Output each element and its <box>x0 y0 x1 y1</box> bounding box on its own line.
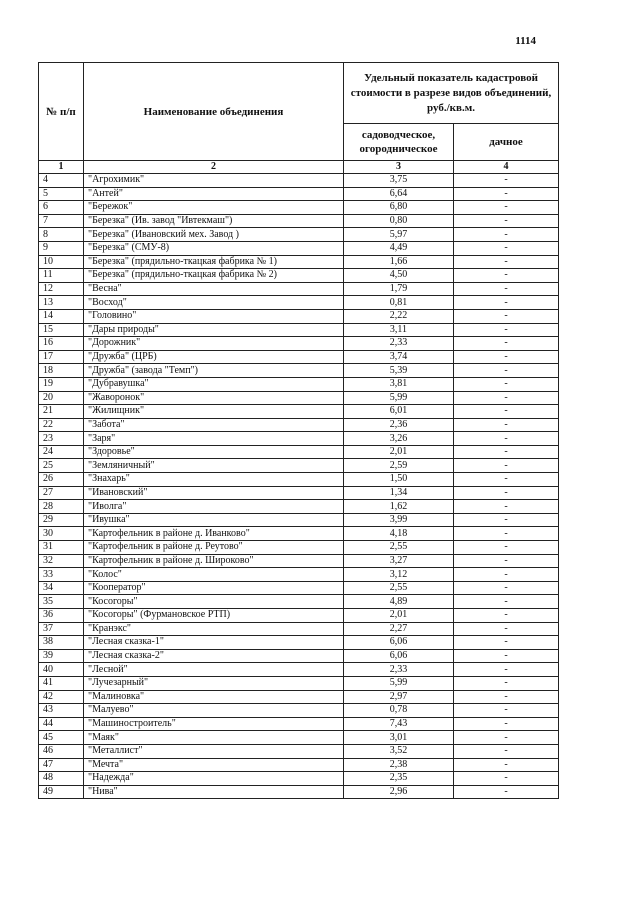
dacha-value: - <box>454 473 559 487</box>
table-row <box>39 527 559 541</box>
garden-value: 4,18 <box>344 527 454 541</box>
table-row <box>39 337 559 351</box>
row-number: 38 <box>39 636 84 650</box>
garden-value: 2,97 <box>344 690 454 704</box>
row-number: 28 <box>39 500 84 514</box>
row-number: 31 <box>39 541 84 555</box>
garden-value: 4,89 <box>344 595 454 609</box>
page-number: 1114 <box>515 35 536 47</box>
garden-value: 2,55 <box>344 581 454 595</box>
association-name: "Косогоры" (Фурмановское РТП) <box>84 609 344 623</box>
table-row <box>39 568 559 582</box>
row-number: 35 <box>39 595 84 609</box>
table-row <box>39 622 559 636</box>
row-number: 9 <box>39 241 84 255</box>
garden-value: 3,12 <box>344 568 454 582</box>
column-number: 2 <box>84 161 344 174</box>
association-name: "Березка" (прядильно-ткацкая фабрика № 1) <box>84 255 344 269</box>
dacha-value: - <box>454 527 559 541</box>
garden-value: 1,34 <box>344 486 454 500</box>
row-number: 37 <box>39 622 84 636</box>
table-row <box>39 432 559 446</box>
table-row <box>39 581 559 595</box>
dacha-value: - <box>454 568 559 582</box>
dacha-value: - <box>454 486 559 500</box>
garden-value: 3,26 <box>344 432 454 446</box>
dacha-value: - <box>454 350 559 364</box>
table-row <box>39 418 559 432</box>
garden-value: 3,27 <box>344 554 454 568</box>
association-name: "Дорожник" <box>84 337 344 351</box>
row-number: 39 <box>39 649 84 663</box>
dacha-value: - <box>454 364 559 378</box>
garden-value: 1,62 <box>344 500 454 514</box>
header-dacha: дачное <box>454 124 559 161</box>
association-name: "Дружба" (ЦРБ) <box>84 350 344 364</box>
association-name: "Знахарь" <box>84 473 344 487</box>
association-name: "Жаворонок" <box>84 391 344 405</box>
cadastral-value-table <box>38 62 559 799</box>
row-number: 25 <box>39 459 84 473</box>
association-name: "Головино" <box>84 309 344 323</box>
header-number: № п/п <box>39 63 84 161</box>
row-number: 13 <box>39 296 84 310</box>
association-name: "Картофельник в районе д. Реутово" <box>84 541 344 555</box>
garden-value: 2,55 <box>344 541 454 555</box>
dacha-value: - <box>454 676 559 690</box>
garden-value: 2,38 <box>344 758 454 772</box>
garden-value: 1,79 <box>344 282 454 296</box>
dacha-value: - <box>454 391 559 405</box>
association-name: "Мечта" <box>84 758 344 772</box>
row-number: 33 <box>39 568 84 582</box>
association-name: "Ивановский" <box>84 486 344 500</box>
garden-value: 5,99 <box>344 391 454 405</box>
dacha-value: - <box>454 595 559 609</box>
row-number: 44 <box>39 717 84 731</box>
row-number: 41 <box>39 676 84 690</box>
dacha-value: - <box>454 405 559 419</box>
association-name: "Березка" (Ив. завод "Ивтекмаш") <box>84 214 344 228</box>
row-number: 40 <box>39 663 84 677</box>
row-number: 7 <box>39 214 84 228</box>
row-number: 43 <box>39 704 84 718</box>
association-name: "Малуево" <box>84 704 344 718</box>
association-name: "Лучезарный" <box>84 676 344 690</box>
garden-value: 6,01 <box>344 405 454 419</box>
dacha-value: - <box>454 744 559 758</box>
table-row <box>39 690 559 704</box>
dacha-value: - <box>454 337 559 351</box>
row-number: 26 <box>39 473 84 487</box>
garden-value: 0,81 <box>344 296 454 310</box>
table-row <box>39 744 559 758</box>
row-number: 24 <box>39 445 84 459</box>
header-garden: садоводческое, огородническое <box>344 124 454 161</box>
table-row <box>39 772 559 786</box>
dacha-value: - <box>454 663 559 677</box>
association-name: "Ивушка" <box>84 513 344 527</box>
row-number: 34 <box>39 581 84 595</box>
dacha-value: - <box>454 731 559 745</box>
row-number: 5 <box>39 187 84 201</box>
association-name: "Косогоры" <box>84 595 344 609</box>
row-number: 8 <box>39 228 84 242</box>
garden-value: 2,01 <box>344 609 454 623</box>
association-name: "Весна" <box>84 282 344 296</box>
garden-value: 0,80 <box>344 214 454 228</box>
garden-value: 0,78 <box>344 704 454 718</box>
table-row <box>39 704 559 718</box>
garden-value: 3,74 <box>344 350 454 364</box>
dacha-value: - <box>454 785 559 799</box>
table-row <box>39 350 559 364</box>
row-number: 6 <box>39 201 84 215</box>
dacha-value: - <box>454 649 559 663</box>
dacha-value: - <box>454 255 559 269</box>
table-row <box>39 541 559 555</box>
association-name: "Нива" <box>84 785 344 799</box>
garden-value: 6,06 <box>344 649 454 663</box>
table-row <box>39 377 559 391</box>
dacha-value: - <box>454 187 559 201</box>
dacha-value: - <box>454 581 559 595</box>
garden-value: 1,50 <box>344 473 454 487</box>
garden-value: 6,64 <box>344 187 454 201</box>
garden-value: 2,22 <box>344 309 454 323</box>
table-row <box>39 758 559 772</box>
row-number: 45 <box>39 731 84 745</box>
dacha-value: - <box>454 214 559 228</box>
row-number: 14 <box>39 309 84 323</box>
dacha-value: - <box>454 309 559 323</box>
dacha-value: - <box>454 690 559 704</box>
association-name: "Машиностроитель" <box>84 717 344 731</box>
table-row <box>39 187 559 201</box>
table-row <box>39 459 559 473</box>
header-name: Наименование объединения <box>84 63 344 161</box>
garden-value: 3,01 <box>344 731 454 745</box>
row-number: 4 <box>39 174 84 188</box>
row-number: 21 <box>39 405 84 419</box>
row-number: 22 <box>39 418 84 432</box>
garden-value: 5,99 <box>344 676 454 690</box>
row-number: 20 <box>39 391 84 405</box>
dacha-value: - <box>454 554 559 568</box>
garden-value: 2,27 <box>344 622 454 636</box>
garden-value: 2,33 <box>344 663 454 677</box>
association-name: "Заря" <box>84 432 344 446</box>
table-row <box>39 486 559 500</box>
association-name: "Забота" <box>84 418 344 432</box>
dacha-value: - <box>454 418 559 432</box>
association-name: "Картофельник в районе д. Широково" <box>84 554 344 568</box>
table-row <box>39 513 559 527</box>
header-unit-value: Удельный показатель кадастровой стоимости в разрезе видов объединений, руб./кв.м. <box>344 63 559 124</box>
row-number: 19 <box>39 377 84 391</box>
table-row <box>39 309 559 323</box>
table-row <box>39 391 559 405</box>
association-name: "Березка" (Ивановский мех. Завод ) <box>84 228 344 242</box>
table-row <box>39 405 559 419</box>
association-name: "Бережок" <box>84 201 344 215</box>
table-row <box>39 201 559 215</box>
table-row <box>39 228 559 242</box>
garden-value: 5,97 <box>344 228 454 242</box>
row-number: 15 <box>39 323 84 337</box>
table-row <box>39 473 559 487</box>
association-name: "Колос" <box>84 568 344 582</box>
dacha-value: - <box>454 201 559 215</box>
table-row <box>39 445 559 459</box>
dacha-value: - <box>454 174 559 188</box>
row-number: 10 <box>39 255 84 269</box>
dacha-value: - <box>454 296 559 310</box>
garden-value: 6,06 <box>344 636 454 650</box>
dacha-value: - <box>454 609 559 623</box>
dacha-value: - <box>454 541 559 555</box>
table-row <box>39 296 559 310</box>
association-name: "Картофельник в районе д. Иванково" <box>84 527 344 541</box>
row-number: 18 <box>39 364 84 378</box>
association-name: "Лесная сказка-1" <box>84 636 344 650</box>
dacha-value: - <box>454 622 559 636</box>
table-row <box>39 282 559 296</box>
dacha-value: - <box>454 241 559 255</box>
dacha-value: - <box>454 269 559 283</box>
table-row <box>39 731 559 745</box>
association-name: "Березка" (прядильно-ткацкая фабрика № 2) <box>84 269 344 283</box>
association-name: "Кранэкс" <box>84 622 344 636</box>
dacha-value: - <box>454 772 559 786</box>
column-numbers-row <box>39 161 559 174</box>
dacha-value: - <box>454 513 559 527</box>
association-name: "Агрохимик" <box>84 174 344 188</box>
dacha-value: - <box>454 377 559 391</box>
table-row <box>39 364 559 378</box>
association-name: "Лесная сказка-2" <box>84 649 344 663</box>
dacha-value: - <box>454 228 559 242</box>
row-number: 27 <box>39 486 84 500</box>
dacha-value: - <box>454 636 559 650</box>
garden-value: 5,39 <box>344 364 454 378</box>
table-row <box>39 663 559 677</box>
garden-value: 3,99 <box>344 513 454 527</box>
garden-value: 3,52 <box>344 744 454 758</box>
dacha-value: - <box>454 282 559 296</box>
row-number: 48 <box>39 772 84 786</box>
row-number: 47 <box>39 758 84 772</box>
row-number: 46 <box>39 744 84 758</box>
garden-value: 4,50 <box>344 269 454 283</box>
row-number: 11 <box>39 269 84 283</box>
row-number: 30 <box>39 527 84 541</box>
column-number: 3 <box>344 161 454 174</box>
association-name: "Лесной" <box>84 663 344 677</box>
association-name: "Иволга" <box>84 500 344 514</box>
garden-value: 2,36 <box>344 418 454 432</box>
row-number: 12 <box>39 282 84 296</box>
table-row <box>39 785 559 799</box>
table-row <box>39 636 559 650</box>
garden-value: 2,33 <box>344 337 454 351</box>
association-name: "Маяк" <box>84 731 344 745</box>
association-name: "Дружба" (завода "Темп") <box>84 364 344 378</box>
dacha-value: - <box>454 445 559 459</box>
table-row <box>39 649 559 663</box>
association-name: "Жилищник" <box>84 405 344 419</box>
table-row <box>39 174 559 188</box>
garden-value: 7,43 <box>344 717 454 731</box>
row-number: 23 <box>39 432 84 446</box>
association-name: "Дары природы" <box>84 323 344 337</box>
table-row <box>39 717 559 731</box>
dacha-value: - <box>454 459 559 473</box>
table-row <box>39 609 559 623</box>
table-row <box>39 500 559 514</box>
table-row <box>39 241 559 255</box>
garden-value: 3,75 <box>344 174 454 188</box>
garden-value: 2,96 <box>344 785 454 799</box>
dacha-value: - <box>454 323 559 337</box>
table-row <box>39 214 559 228</box>
dacha-value: - <box>454 717 559 731</box>
dacha-value: - <box>454 432 559 446</box>
association-name: "Малиновка" <box>84 690 344 704</box>
association-name: "Дубравушка" <box>84 377 344 391</box>
garden-value: 2,59 <box>344 459 454 473</box>
dacha-value: - <box>454 758 559 772</box>
garden-value: 3,11 <box>344 323 454 337</box>
association-name: "Здоровье" <box>84 445 344 459</box>
garden-value: 2,01 <box>344 445 454 459</box>
table-row <box>39 323 559 337</box>
dacha-value: - <box>454 500 559 514</box>
row-number: 17 <box>39 350 84 364</box>
table-row <box>39 269 559 283</box>
association-name: "Восход" <box>84 296 344 310</box>
row-number: 42 <box>39 690 84 704</box>
row-number: 29 <box>39 513 84 527</box>
row-number: 49 <box>39 785 84 799</box>
association-name: "Кооператор" <box>84 581 344 595</box>
row-number: 36 <box>39 609 84 623</box>
garden-value: 6,80 <box>344 201 454 215</box>
table-row <box>39 255 559 269</box>
garden-value: 2,35 <box>344 772 454 786</box>
association-name: "Березка" (СМУ-8) <box>84 241 344 255</box>
row-number: 32 <box>39 554 84 568</box>
table-row <box>39 554 559 568</box>
association-name: "Земляничный" <box>84 459 344 473</box>
column-number: 4 <box>454 161 559 174</box>
garden-value: 1,66 <box>344 255 454 269</box>
column-number: 1 <box>39 161 84 174</box>
row-number: 16 <box>39 337 84 351</box>
table-row <box>39 595 559 609</box>
garden-value: 4,49 <box>344 241 454 255</box>
association-name: "Антей" <box>84 187 344 201</box>
association-name: "Надежда" <box>84 772 344 786</box>
association-name: "Металлист" <box>84 744 344 758</box>
table-row <box>39 676 559 690</box>
dacha-value: - <box>454 704 559 718</box>
garden-value: 3,81 <box>344 377 454 391</box>
